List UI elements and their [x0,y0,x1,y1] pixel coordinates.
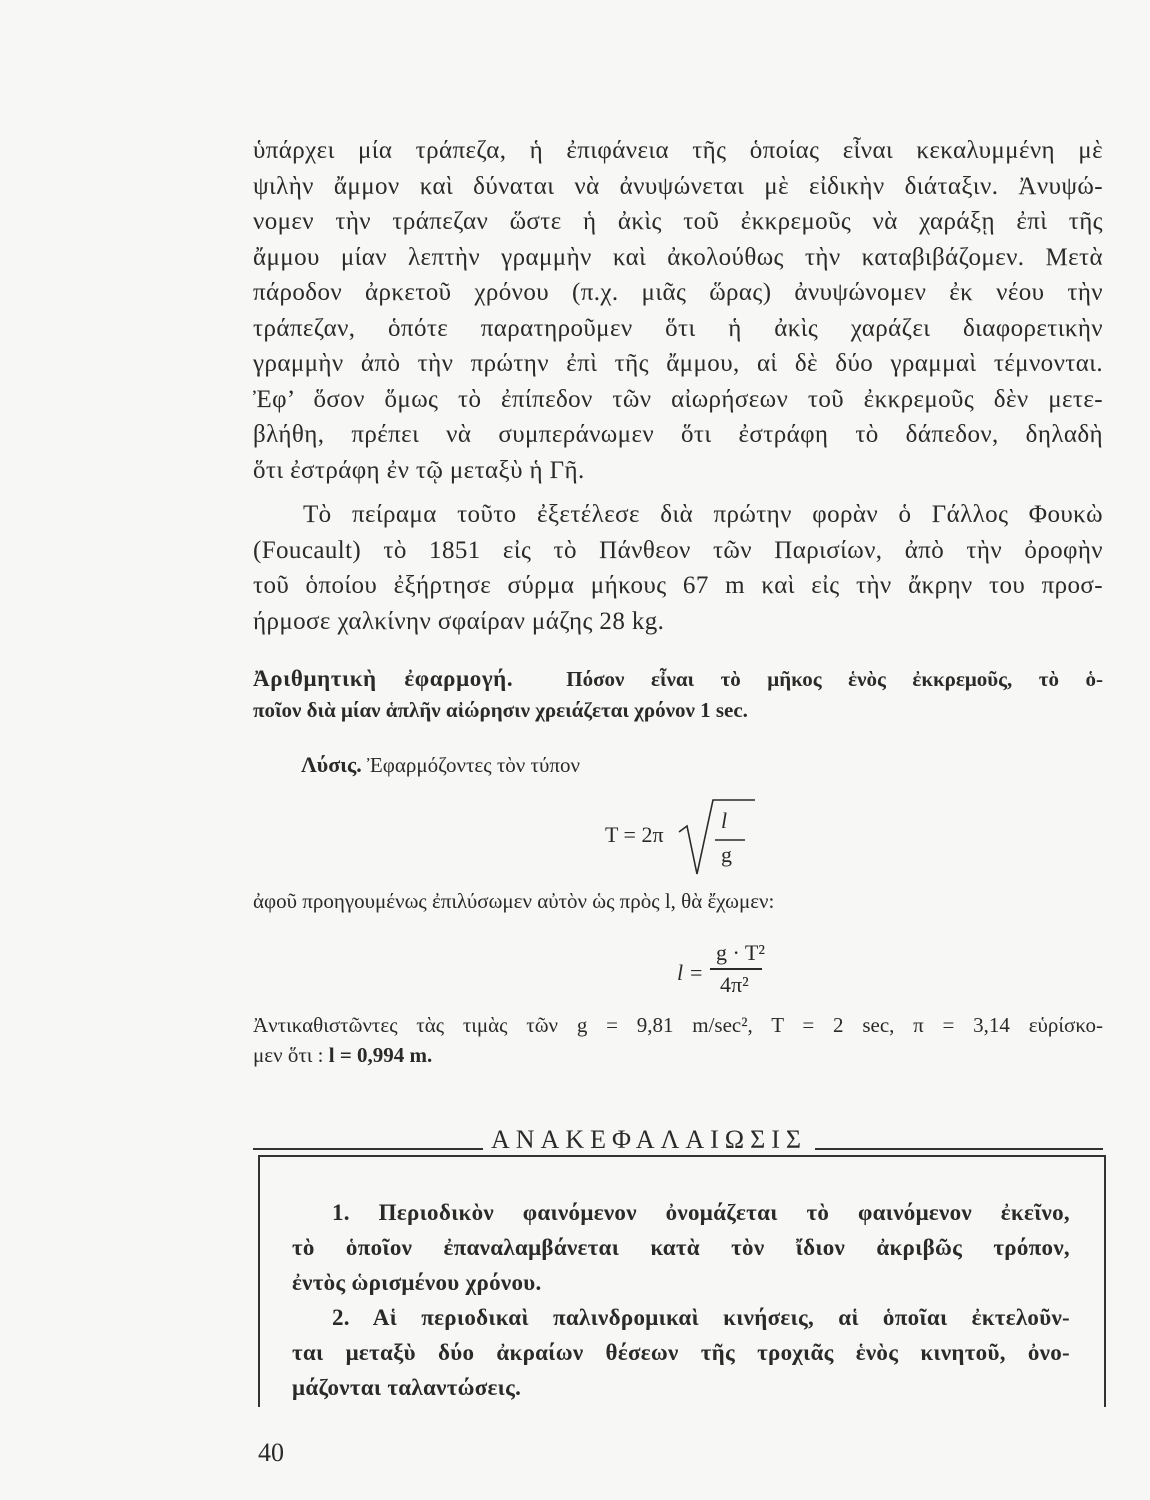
paragraph-foucault-experiment [253,133,1103,488]
formula-denominator: 4π² [720,972,749,997]
fraction-bar [710,968,762,970]
text-line: ἄμμου μίαν λεπτὴν γραμμὴν καὶ ἀκολούθως τὴν καταβιβάζομεν. Μετὰ [253,243,1103,271]
text-line: ψιλὴν ἄμμον καὶ δύναται νὰ ἀνυψώνεται μὲ εἰδικὴν διάταξιν. Ἀνυψώ- [253,172,1103,200]
formula-lhs: T = 2π [605,822,664,847]
summary-line: ται μεταξὺ δύο ἀκραίων θέσεων τῆς τροχιᾶς ἑνὸς κινητοῦ, ὀνο- [292,1340,1070,1365]
result-value: l = 0,994 m. [328,1043,433,1067]
text-line: τοῦ ὁποίου ἐξήρτησε σύρμα μήκους 67 m καὶ εἰς τὴν ἄκρην του προσ- [253,572,1103,599]
divider [253,1148,483,1150]
text-line: πάροδον ἀρκετοῦ χρόνου (π.χ. μιᾶς ὥρας) ἀνυψώνομεν ἐκ νέου τὴν [253,279,1103,306]
numerical-application [253,663,1103,726]
result-line: Ἀντικαθιστῶντες τὰς τιμὰς τῶν g = 9,81 m/sec², T = 2 sec, π = 3,14 εὑρίσκο- [253,1013,1103,1037]
summary-line: τὸ ὁποῖον ἐπαναλαμβάνεται κατὰ τὸν ἴδιον ἀκριβῶς τρόπον, [292,1235,1070,1260]
summary-heading [253,1125,1103,1155]
result-line [253,1040,1103,1070]
text-line: ὑπάρχει μία τράπεζα, ἡ ἐπιφάνεια τῆς ὁποίας εἶναι κεκαλυμμένη μὲ [253,137,1103,164]
solution-label: Λύσις. [301,752,362,777]
result-text [253,1010,1103,1070]
page-number: 40 [258,1438,284,1467]
formula-lhs: l = [677,960,704,985]
summary-title: ΑΝΑΚΕΦΑΛΑΙΩΣΙΣ [491,1125,808,1154]
application-heading: Ἀριθμητικὴ ἐφαρμογή. [253,666,514,691]
summary-line: 1. Περιοδικὸν φαινόμενον ὀνομάζεται τὸ φαινόμενον ἐκεῖνο, [332,1200,1070,1225]
text-line: βλήθη, πρέπει νὰ συμπεράνωμεν ὅτι ἐστράφη τὸ δάπεδον, δηλαδὴ [253,421,1103,448]
formula-numerator: l [721,808,728,833]
result-prefix: μεν ὅτι : [253,1043,329,1067]
summary-line: ἐντὸς ὡρισμένου χρόνου. [292,1270,542,1295]
after-formula-text: ἀφοῦ προηγουμένως ἐπιλύσωμεν αὐτὸν ὡς πρὸς l, θὰ ἔχωμεν: [253,889,775,913]
text-line: ήρμοσε χαλκίνην σφαίραν μάζης 28 kg. [253,607,665,635]
text-line: Ἐφ’ ὅσον ὅμως τὸ ἐπίπεδον τῶν αἰωρήσεων τοῦ ἐκκρεμοῦς δὲν μετε- [253,385,1103,413]
application-question-line [253,695,1103,726]
solution-text: Ἐφαρμόζοντες τὸν τύπον [367,753,580,777]
text-line: (Foucault) τὸ 1851 εἰς τὸ Πάνθεον τῶν Παρισίων, ἀπὸ τὴν ὀροφὴν [253,536,1103,564]
divider [815,1148,1103,1150]
formula-denominator: g [721,842,732,867]
text-line: γραμμὴν ἀπὸ τὴν πρώτην ἐπὶ τῆς ἄμμου, αἱ δὲ δύο γραμμαὶ τέμνονται. [253,350,1103,377]
application-question-line [253,663,1103,695]
text-line: νομεν τὴν τράπεζαν ὥστε ἡ ἀκὶς τοῦ ἐκκρεμοῦς νὰ χαράξῃ ἐπὶ τῆς [253,208,1103,235]
question-text: ποῖον διὰ μίαν ἁπλῆν αἰώρησιν χρειάζεται χρόνον 1 sec. [253,698,748,722]
text-line: ὅτι ἐστράφη ἐν τῷ μεταξὺ ἡ Γῆ. [253,456,585,484]
summary-line: 2. Αἱ περιοδικαὶ παλινδρομικαὶ κινήσεις, αἱ ὁποῖαι ἐκτελοῦν- [332,1305,1070,1330]
text-line: τράπεζαν, ὁπότε παρατηροῦμεν ὅτι ἡ ἀκὶς χαράζει διαφορετικὴν [253,314,1103,342]
pendulum-period-formula [595,800,795,870]
question-text: Πόσον εἶναι τὸ μῆκος ἑνὸς ἐκκρεμοῦς, τὸ ὁ- [566,667,1104,691]
formula-numerator: g · T² [716,940,765,965]
summary-content [292,1195,1070,1405]
solution-intro [253,750,1150,780]
length-formula [640,940,840,1000]
summary-line: μάζονται ταλαντώσεις. [292,1375,522,1400]
text-line: Τὸ πείραμα τοῦτο ἐξετέλεσε διὰ πρώτην φορὰν ὁ Γάλλος Φουκὼ [303,501,1103,528]
square-root-sign [675,796,765,876]
paragraph-foucault-history [253,497,1103,639]
